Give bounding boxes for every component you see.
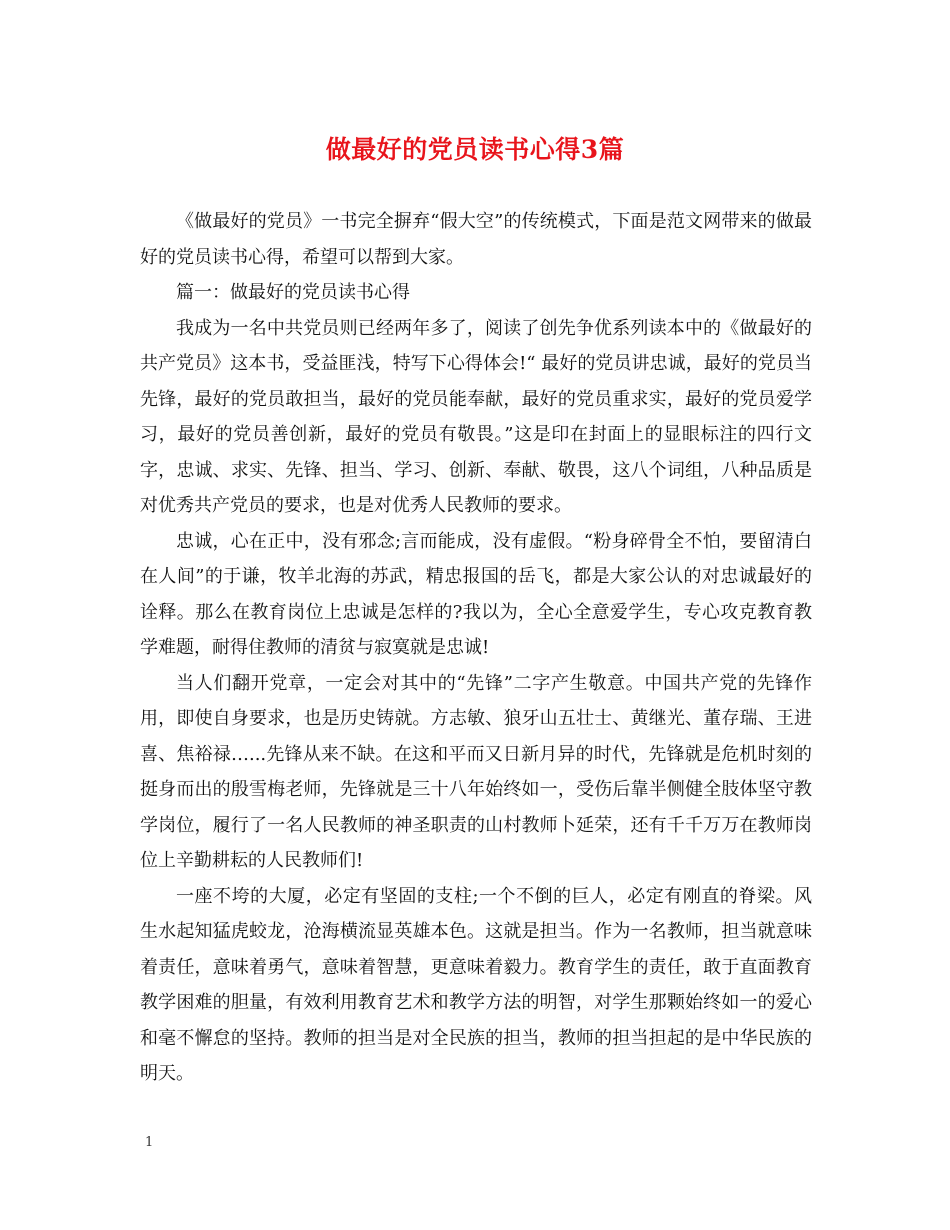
body-paragraph: 一座不垮的大厦，必定有坚固的支柱;一个不倒的巨人，必定有刚直的脊梁。风生水起知猛虎蛟龙，沧海横流显英雄本色。这就是担当。作为一名教师，担当就意味着责任，意味着勇气，意味着智慧，更意味着毅力。教育学生的责任，敢于直面教育教学困难的胆量，有效利用教育艺术和教学方法的明智，对学生那颗始终如一的爱心和毫不懈怠的坚持。教师的担当是对全民族的担当，教师的担当担起的是中华民族的明天。 [140,885,812,1084]
document-body [140,204,812,1092]
body-paragraph: 我成为一名中共党员则已经两年多了，阅读了创先争优系列读本中的《做最好的共产党员》这本书，受益匪浅，特写下心得体会!“ 最好的党员讲忠诚，最好的党员当先锋，最好的党员敢担当，最好的党员能奉献，最好的党员重求实，最好的党员爱学习，最好的党员善创新，最好的党员有敬畏。”这是印在封面上的显眼标注的四行文字，忠诚、求实、先锋、担当、学习、创新、奉献、敬畏，这八个词组，八种品质是对优秀共产党员的要求，也是对优秀人民教师的要求。 [140,317,812,516]
document-title: 做最好的党员读书心得3篇 [325,135,625,164]
section-heading: 篇一：做最好的党员读书心得 [176,282,410,303]
body-paragraph: 当人们翻开党章，一定会对其中的“先锋”二字产生敬意。中国共产党的先锋作用，即使自身要求，也是历史铸就。方志敏、狼牙山五壮士、黄继光、董存瑞、王进喜、焦裕禄…...先锋从来不缺。在这和平而又日新月异的时代，先锋就是危机时刻的挺身而出的殷雪梅老师，先锋就是三十八年始终如一，受伤后靠半侧健全肢体坚守教学岗位，履行了一名人民教师的神圣职责的山村教师卜延荣，还有千千万万在教师岗位上辛勤耕耘的人民教师们! [140,672,812,871]
intro-paragraph: 《做最好的党员》一书完全摒弃“假大空”的传统模式，下面是范文网带来的做最好的党员读书心得，希望可以帮到大家。 [140,211,812,268]
body-paragraph: 忠诚，心在正中，没有邪念;言而能成，没有虚假。“粉身碎骨全不怕，要留清白在人间”的于谦，牧羊北海的苏武，精忠报国的岳飞，都是大家公认的对忠诚最好的诠释。那么在教育岗位上忠诚是怎样的?我以为，全心全意爱学生，专心攻克教育教学难题，耐得住教师的清贫与寂寞就是忠诚! [140,530,812,658]
page-number: 1 [145,1135,154,1150]
